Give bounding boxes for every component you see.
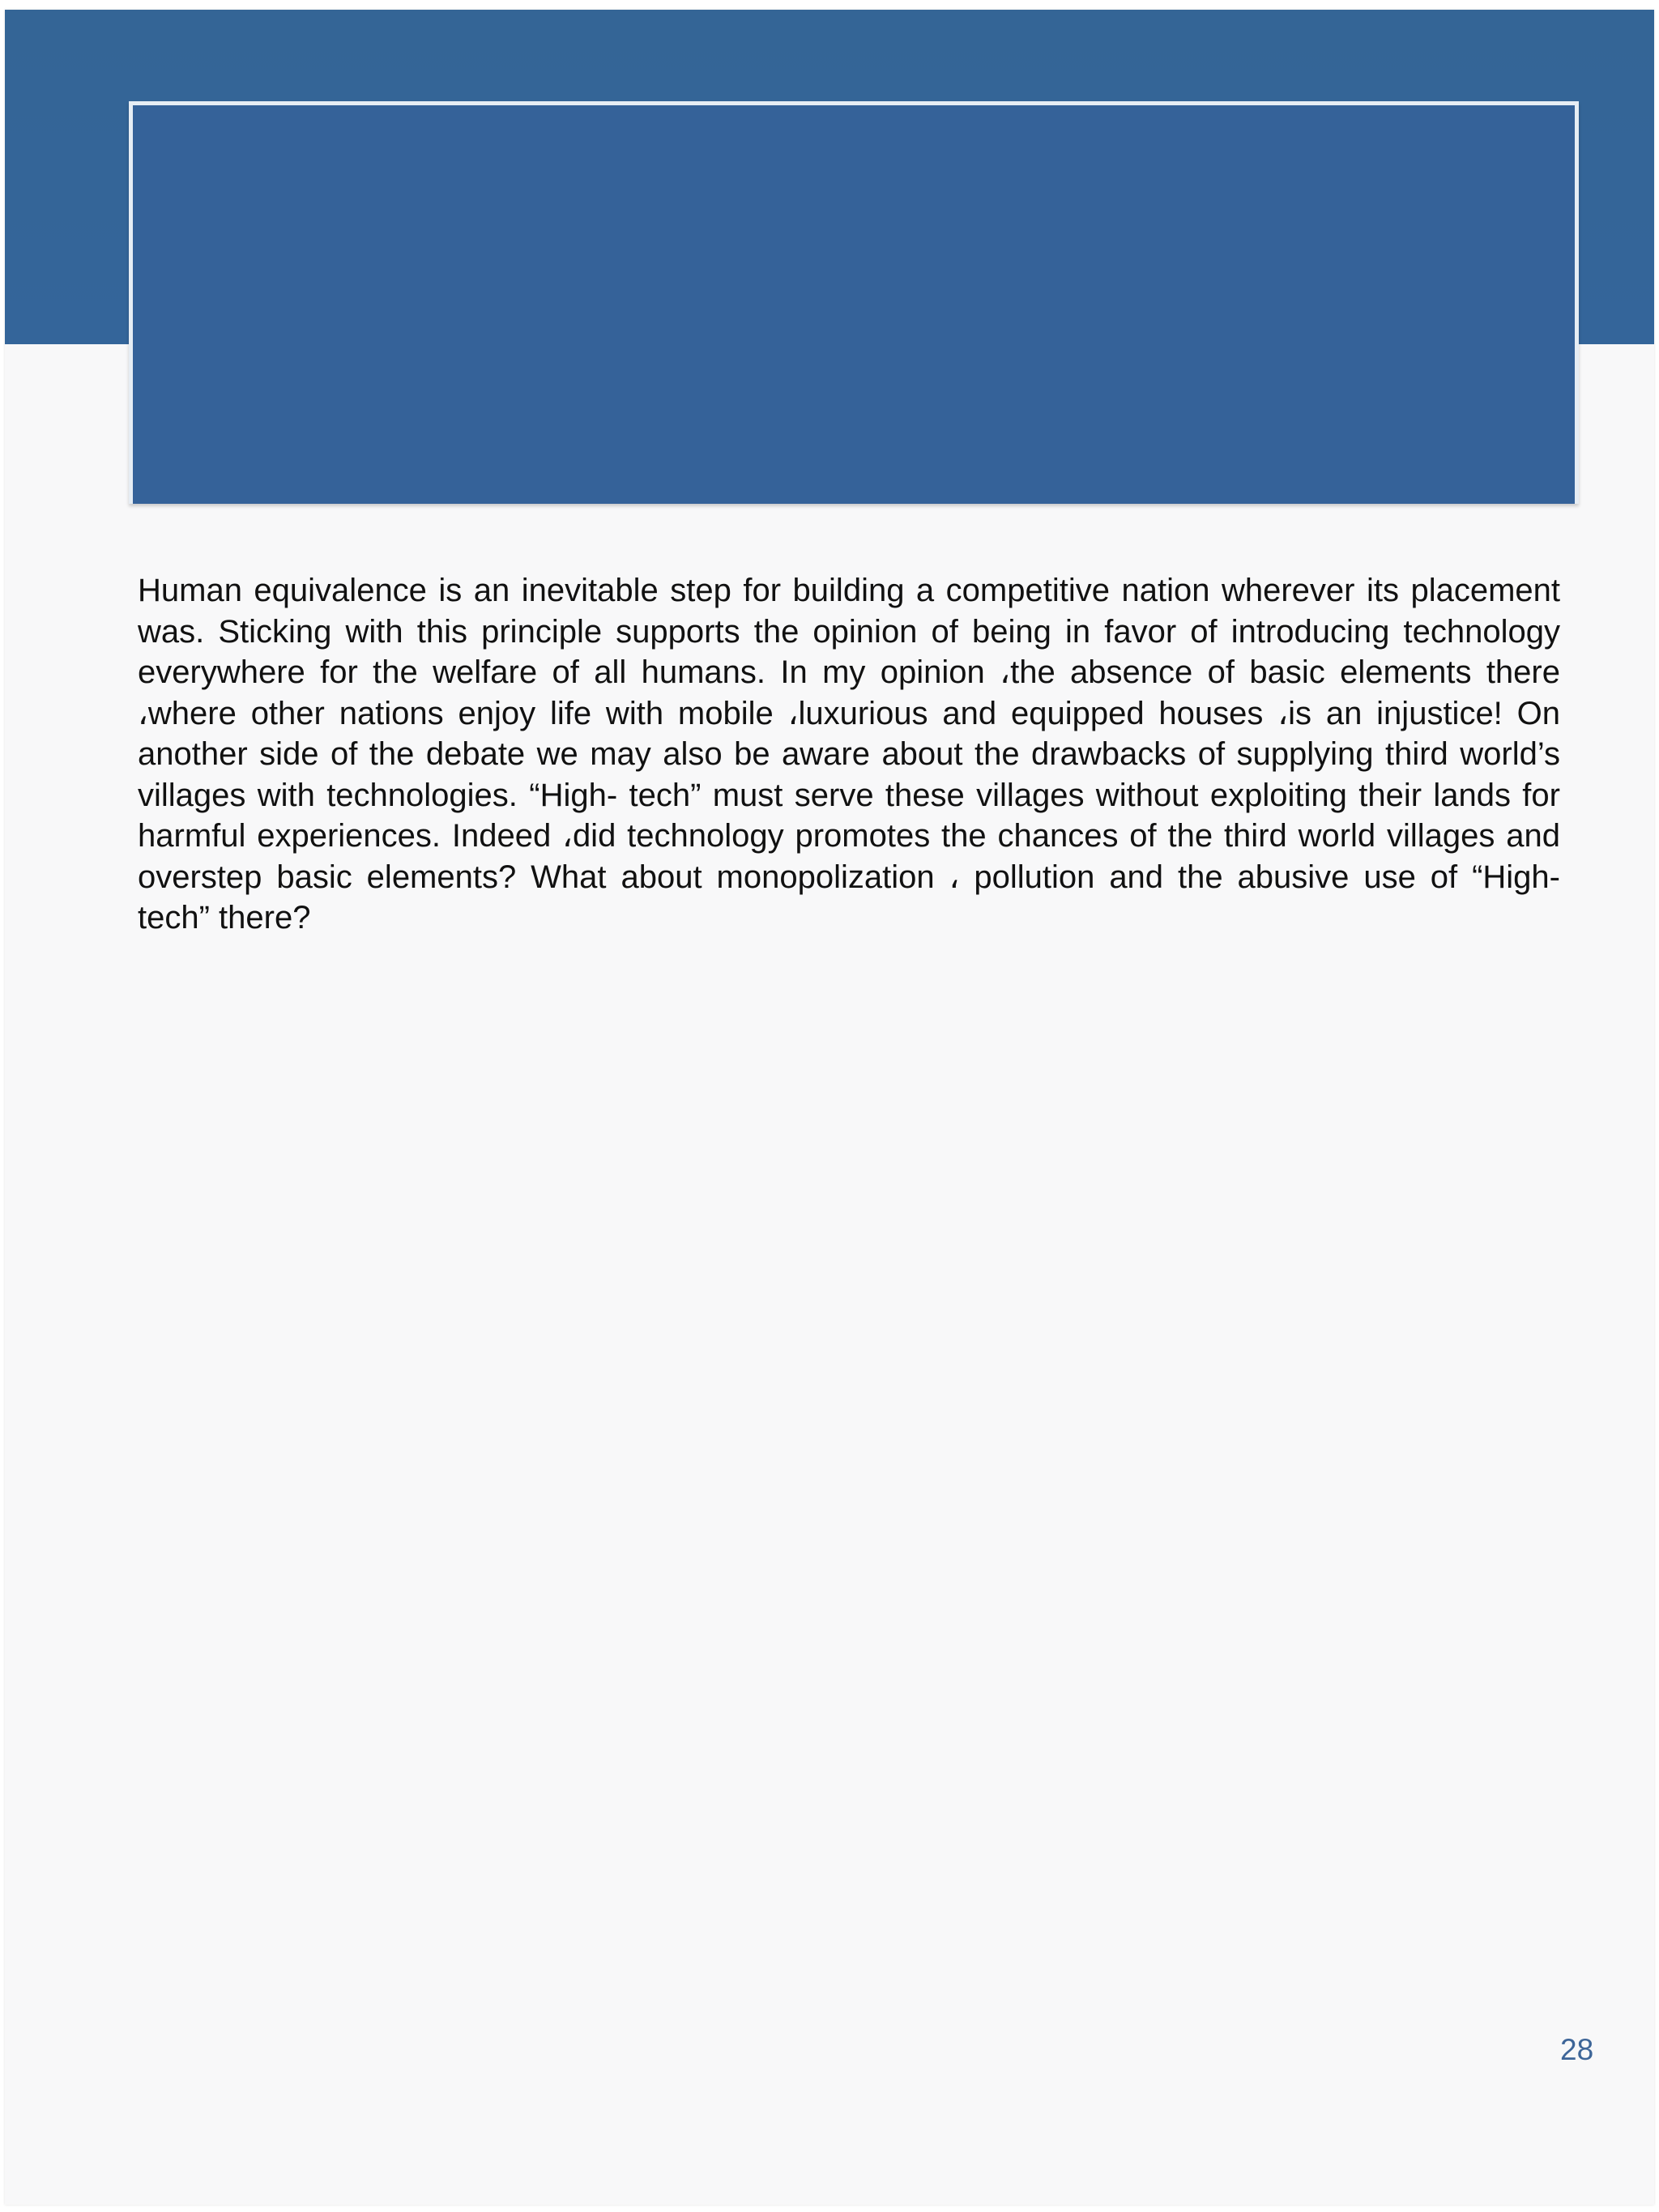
document-page [5,10,1654,2205]
page-number: 28 [1560,2033,1594,2066]
header-title-panel [129,101,1579,504]
body-paragraph: Human equivalence is an inevitable step for building a competitive nation wherever its placement was. Sticking with this principle supports the opinion of being in favor of introducing technology everywhere for the welfare of all humans. In my opinion ،the absence of basic elements there ،where other nations enjoy life with mobile ،luxurious and equipped houses ،is an injustice! On another side of the debate we may also be aware about the drawbacks of supplying third world’s villages with technologies. “High- tech” must serve these villages without exploiting their lands for harmful experiences. Indeed ،did technology promotes the chances of the third world villages and overstep basic elements? What about monopolization ، pollution and the abusive use of “High-tech” there? [138,573,1560,936]
